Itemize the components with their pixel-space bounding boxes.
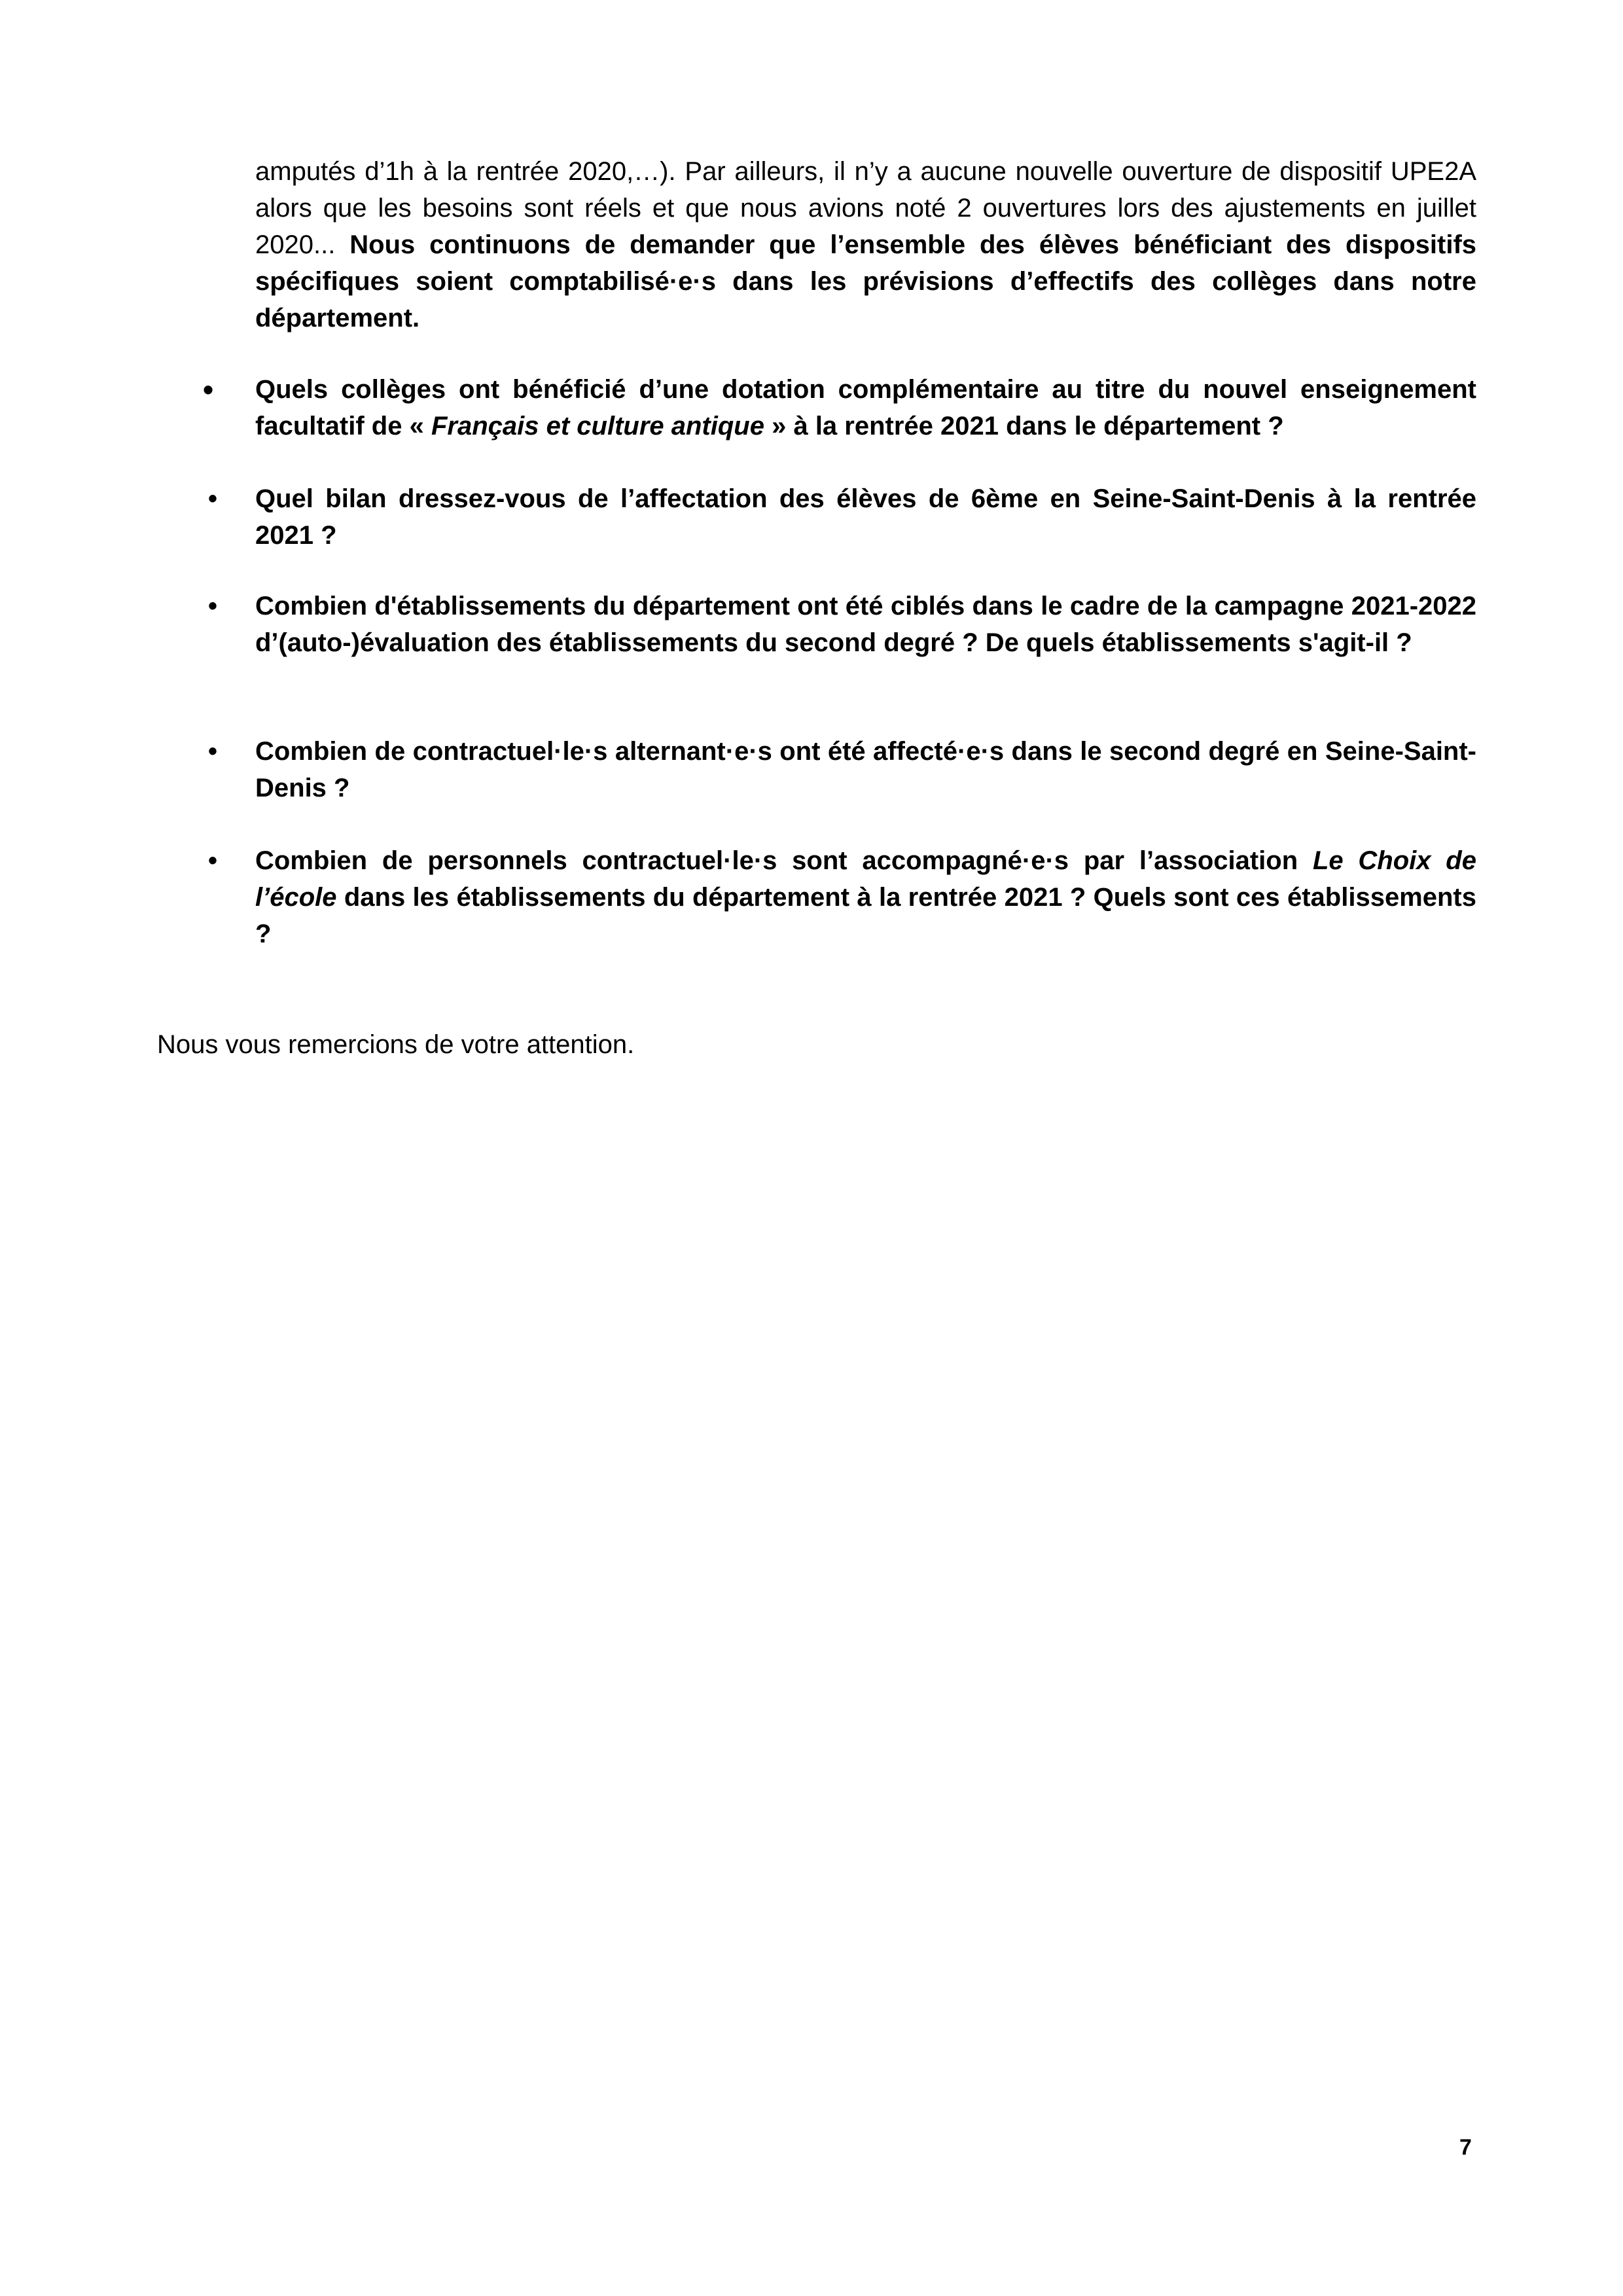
bullet-icon: • — [203, 372, 214, 406]
question-1-text-b: » à la rentrée 2021 dans le département ? — [764, 412, 1284, 440]
question-1-italic: Français et culture antique — [431, 412, 764, 440]
question-5 — [208, 842, 1476, 952]
question-4-text: Combien de contractuel·le·s alternant·e·s ont été affecté·e·s dans le second degré en Seine-Saint-Denis ? — [255, 737, 1476, 802]
question-1-text-a: Quels collèges ont bénéficié d’une dotation complémentaire au titre du nouvel enseignement facultatif de « — [255, 375, 1476, 440]
question-3-text: Combien d'établissements du département ont été ciblés dans le cadre de la campagne 2021-2022 d’(auto-)évaluation des établissements du second degré ? De quels établissements s'agit-il ? — [255, 592, 1476, 657]
closing-sentence: Nous vous remercions de votre attention. — [157, 1030, 635, 1059]
intro-plain-text: amputés d’1h à la rentrée 2020,…). Par ailleurs, il n’y a aucune nouvelle ouverture de dispositif UPE2A alors que les besoins sont réels et que nous avions noté 2 ouvertures lors des ajustements en juillet 2020... — [255, 157, 1476, 259]
question-3 — [208, 588, 1476, 661]
bullet-icon: • — [208, 737, 218, 766]
question-2 — [208, 480, 1476, 554]
bullet-icon: • — [208, 592, 218, 620]
intro-paragraph — [255, 153, 1476, 336]
bullet-icon: • — [208, 846, 218, 875]
question-4 — [208, 733, 1476, 806]
bullet-icon: • — [208, 484, 218, 513]
question-2-text: Quel bilan dressez-vous de l’affectation des élèves de 6ème en Seine-Saint-Denis à la rentrée 2021 ? — [255, 484, 1476, 550]
question-1 — [203, 371, 1476, 444]
page-number: 7 — [1459, 2135, 1472, 2160]
question-5-text-b: dans les établissements du département à la rentrée 2021 ? Quels sont ces établissements ? — [255, 883, 1476, 948]
intro-bold-text: Nous continuons de demander que l’ensemble des élèves bénéficiant des dispositifs spécifiques soient comptabilisé·e·s dans les prévisions d’effectifs des collèges dans notre département. — [255, 230, 1477, 332]
question-5-italic: Le Choix de l’école — [255, 846, 1476, 912]
question-5-text-a: Combien de personnels contractuel·le·s sont accompagné·e·s par l’association — [255, 846, 1313, 875]
